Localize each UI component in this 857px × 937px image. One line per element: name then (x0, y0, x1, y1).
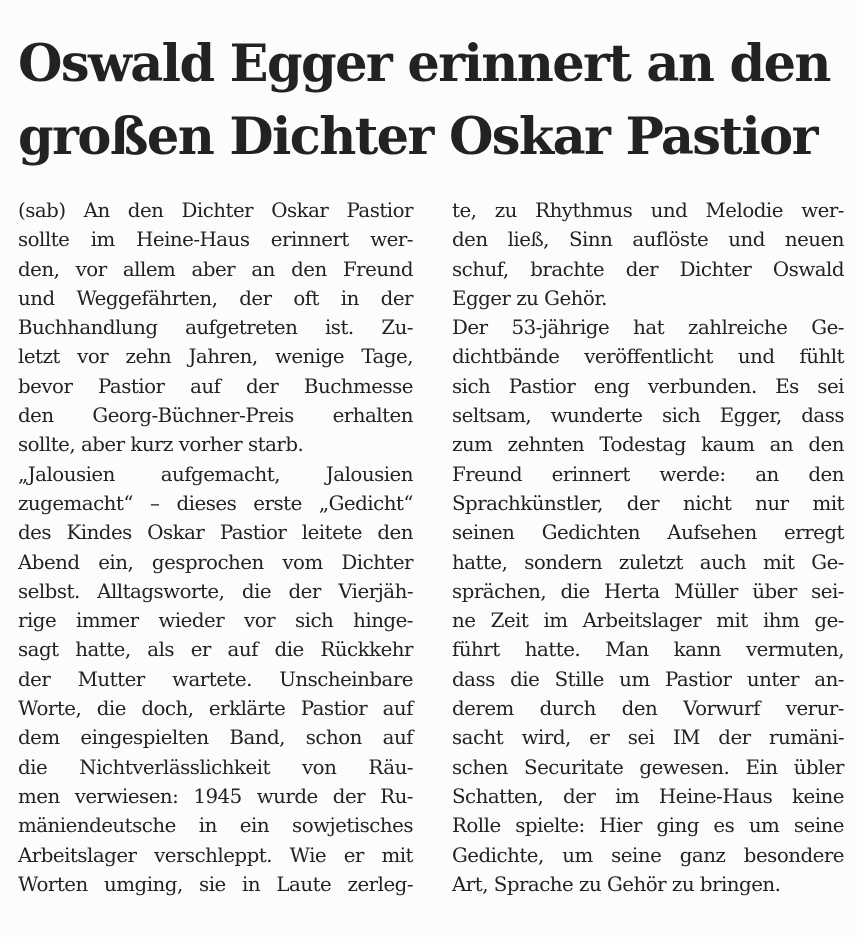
text-line: sacht wird, er sei IM der rumäni- (452, 726, 844, 750)
text-line: Worten umging, sie in Laute zerleg- (18, 872, 413, 896)
text-line: Abend ein, gesprochen vom Dichter (18, 550, 413, 574)
text-line: Egger zu Gehör. (452, 286, 607, 310)
text-line: Art, Sprache zu Gehör zu bringen. (452, 872, 781, 896)
text-line: ne Zeit im Arbeitslager mit ihm ge- (452, 609, 844, 633)
text-line: sich Pastior eng verbunden. Es sei (452, 374, 844, 398)
text-line: Schatten, der im Heine-Haus keine (452, 784, 844, 808)
text-line: Freund erinnert werde: an den (452, 462, 844, 486)
text-line: schen Securitate gewesen. Ein übler (452, 755, 844, 779)
right-text-column (452, 196, 844, 899)
text-line: selbst. Alltagsworte, die der Vierjäh- (18, 579, 413, 603)
text-line: Arbeitslager verschleppt. Wie er mit (18, 843, 413, 867)
text-line: sollte, aber kurz vorher starb. (18, 433, 304, 457)
text-line: den, vor allem aber an den Freund (18, 257, 413, 281)
text-line: Der 53-jährige hat zahlreiche Ge- (452, 316, 844, 340)
text-line: die Nichtverlässlichkeit von Räu- (18, 755, 413, 779)
text-line: hatte, sondern zuletzt auch mit Ge- (452, 550, 844, 574)
text-line: den ließ, Sinn auflöste und neuen (452, 228, 844, 252)
text-line: zugemacht“ – dieses erste „Gedicht“ (18, 491, 413, 515)
text-line: schuf, brachte der Dichter Oswald (452, 257, 844, 281)
text-line: sagt hatte, als er auf die Rückkehr (18, 638, 413, 662)
headline-line: Oswald Egger erinnert an den (18, 34, 830, 94)
text-line: des Kindes Oskar Pastior leitete den (18, 521, 413, 545)
text-line: „Jalousien aufgemacht, Jalousien (18, 462, 413, 486)
text-line: Worte, die doch, erklärte Pastior auf (18, 697, 413, 721)
text-line: dem eingespielten Band, schon auf (18, 726, 413, 750)
text-line: seinen Gedichten Aufsehen erregt (452, 521, 844, 545)
text-line: Gedichte, um seine ganz besondere (452, 843, 844, 867)
text-line: sprächen, die Herta Müller über sei- (452, 579, 844, 603)
text-line: führt hatte. Man kann vermuten, (452, 638, 844, 662)
text-line: dichtbände veröffentlicht und fühlt (452, 345, 844, 369)
text-line: Sprachkünstler, der nicht nur mit (452, 491, 844, 515)
text-line: seltsam, wunderte sich Egger, dass (452, 404, 844, 428)
text-line: derem durch den Vorwurf verur- (452, 697, 844, 721)
text-line: letzt vor zehn Jahren, wenige Tage, (18, 345, 413, 369)
text-line: te, zu Rhythmus und Melodie wer- (452, 199, 844, 222)
left-text-column (18, 196, 413, 899)
article-headline (18, 28, 848, 174)
text-line: sollte im Heine-Haus erinnert wer- (18, 228, 413, 252)
text-line: men verwiesen: 1945 wurde der Ru- (18, 784, 413, 808)
text-line: zum zehnten Todestag kaum an den (452, 433, 844, 457)
text-line: Rolle spielte: Hier ging es um seine (452, 814, 844, 838)
text-line: bevor Pastior auf der Buchmesse (18, 374, 413, 398)
text-line: und Weggefährten, der oft in der (18, 286, 413, 310)
text-line: mäniendeutsche in ein sowjetisches (18, 814, 413, 838)
text-line: den Georg-Büchner-Preis erhalten (18, 404, 413, 428)
text-line: rige immer wieder vor sich hinge- (18, 609, 413, 633)
text-line: (sab) An den Dichter Oskar Pastior (18, 199, 413, 222)
text-line: dass die Stille um Pastior unter an- (452, 667, 844, 691)
headline-line: großen Dichter Oskar Pastior (18, 107, 817, 167)
text-line: Buchhandlung aufgetreten ist. Zu- (18, 316, 413, 340)
text-line: der Mutter wartete. Unscheinbare (18, 667, 413, 691)
